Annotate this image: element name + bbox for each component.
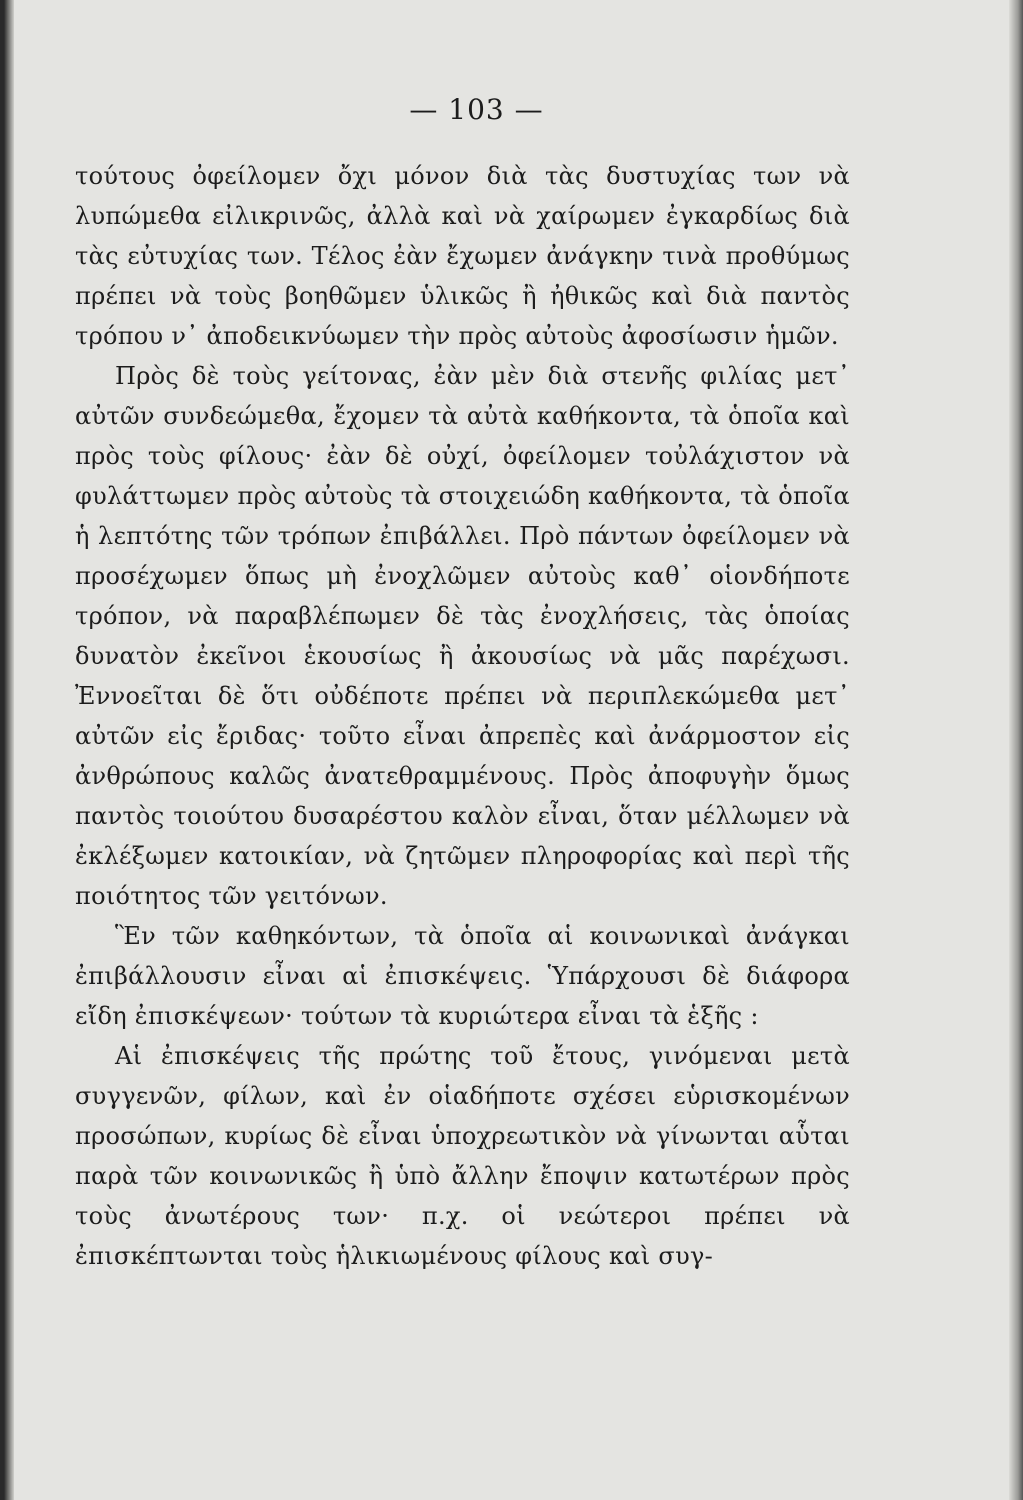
paragraph-4: Αἱ ἐπισκέψεις τῆς πρώτης τοῦ ἔτους, γινόμεναι μετὰ συγγενῶν, φίλων, καὶ ἐν οἱαδήποτε σχέσει εὑρισκομένων προσώπων, κυρίως δὲ εἶναι ὑποχρεωτικὸν νὰ γίνωνται αὗται παρὰ τῶν κοινωνικῶς ἢ ὑπὸ ἄλλην ἔποψιν κατωτέρων πρὸς τοὺς ἀνωτέρους των· π.χ. οἱ νεώτεροι πρέπει νὰ ἐπισκέπτωνται τοὺς ἡλικιωμένους φίλους καὶ συγ- bbox=[75, 1042, 850, 1270]
book-page bbox=[75, 90, 850, 1276]
scan-shadow-right bbox=[1009, 0, 1023, 1500]
scan-shadow-left bbox=[0, 0, 14, 1500]
page-number: — 103 — bbox=[409, 93, 544, 126]
paragraph-2: Πρὸς δὲ τοὺς γείτονας, ἐὰν μὲν διὰ στενῆς φιλίας μετ᾿ αὐτῶν συνδεώμεθα, ἔχομεν τὰ αὐτὰ καθήκοντα, τὰ ὁποῖα καὶ πρὸς τοὺς φίλους· ἐὰν δὲ οὐχί, ὀφείλομεν τοὐλάχιστον νὰ φυλάττωμεν πρὸς αὐτοὺς τὰ στοιχειώδη καθήκοντα, τὰ ὁποῖα ἡ λεπτότης τῶν τρόπων ἐπιβάλλει. Πρὸ πάντων ὀφείλομεν νὰ προσέχωμεν ὅπως μὴ ἐνοχλῶμεν αὐτοὺς καθ᾿ οἱονδήποτε τρόπον, νὰ παραβλέπωμεν δὲ τὰς ἐνοχλήσεις, τὰς ὁποίας δυνατὸν ἐκεῖνοι ἑκουσίως ἢ ἀκουσίως νὰ μᾶς παρέχωσι. Ἐννοεῖται δὲ ὅτι οὐδέποτε πρέπει νὰ περιπλεκώμεθα μετ᾿ αὐτῶν εἰς ἔριδας· τοῦτο εἶναι ἀπρεπὲς καὶ ἀνάρμοστον εἰς ἀνθρώπους καλῶς ἀνατεθραμμένους. Πρὸς ἀποφυγὴν ὅμως παντὸς τοιούτου δυσαρέστου καλὸν εἶναι, ὅταν μέλλωμεν νὰ ἐκλέξωμεν κατοικίαν, νὰ ζητῶμεν πληροφορίας καὶ περὶ τῆς ποιότητος τῶν γειτόνων. bbox=[75, 362, 850, 910]
paragraph-1: τούτους ὀφείλομεν ὄχι μόνον διὰ τὰς δυστυχίας των νὰ λυπώμεθα εἰλικρινῶς, ἀλλὰ καὶ νὰ χαίρωμεν ἐγκαρδίως διὰ τὰς εὐτυχίας των. Τέλος ἐὰν ἔχωμεν ἀνάγκην τινὰ προθύμως πρέπει νὰ τοὺς βοηθῶμεν ὑλικῶς ἢ ἠθικῶς καὶ διὰ παντὸς τρόπου ν᾿ ἀποδεικνύωμεν τὴν πρὸς αὐτοὺς ἀφοσίωσιν ἡμῶν. bbox=[75, 162, 850, 350]
paragraph-3: Ἓν τῶν καθηκόντων, τὰ ὁποῖα αἱ κοινωνικαὶ ἀνάγκαι ἐπιβάλλουσιν εἶναι αἱ ἐπισκέψεις. Ὑπάρχουσι δὲ διάφορα εἴδη ἐπισκέψεων· τούτων τὰ κυριώτερα εἶναι τὰ ἑξῆς : bbox=[75, 922, 850, 1030]
